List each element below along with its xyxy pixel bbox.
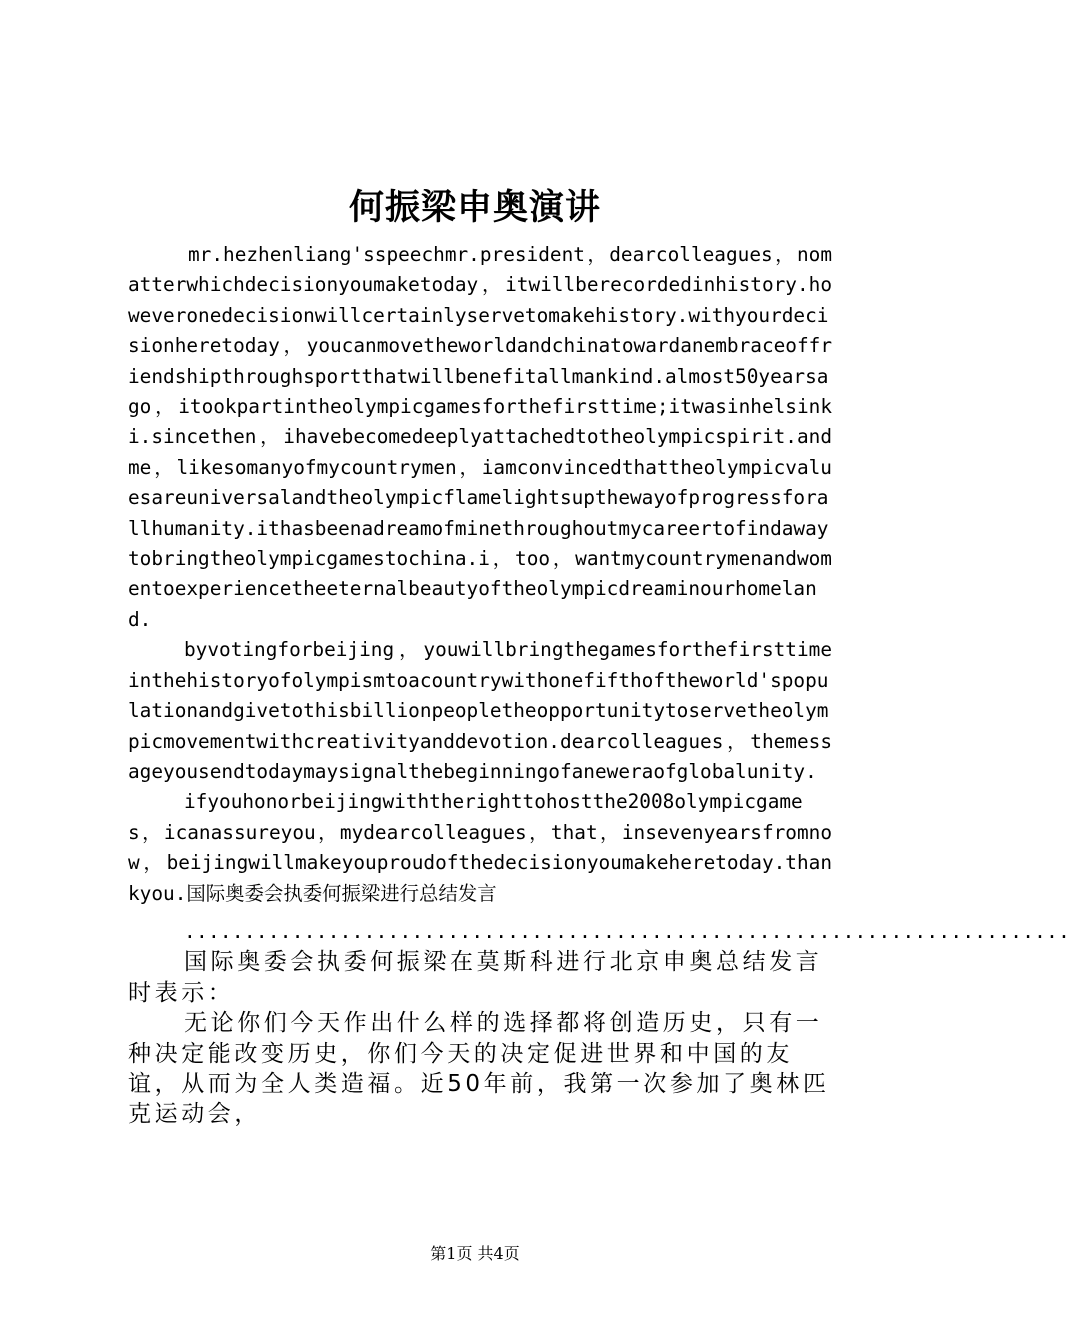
- document-title: 何振梁申奥演讲: [348, 187, 601, 228]
- paragraph-chinese-1: 国际奥委会执委何振梁在莫斯科进行北京申奥总结发言时表示：: [128, 949, 823, 1006]
- paragraph-english-1: mr.hezhenliang'sspeechmr.president，dearcolleagues，nomatterwhichdecisionyoumaketoday，itwillberecordedinhistory.howeveronedecisionwillcertainlyservetomakehistory.withyourdecisionheretoday，youcanmovetheworldandchinatowardanembraceoffriendshipthroughsportthatwillbenefitallmankind.almost50yearsago，itookpartintheolympicgamesforthefirsttime;itwasinhelsinki.sincethen，ihavebecomedeeplyattachedtotheolympicspirit.andme，likesomanyofmycountrymen，iamconvincedthattheolympicvaluesareuniversalandtheolympicflamelightsupthewayofprogressforallhumanity.ithasbeenadreamofminethroughoutmycareertofindawaytobringtheolympicgamestochina.i，too，wantmycountrymenandwomentoexperiencetheeternalbeautyoftheolympicdreaminourhomeland.: [128, 243, 832, 631]
- paragraph-english-2: byvotingforbeijing，youwillbringthegamesforthefirsttimeinthehistoryofolympismtoacountrywithonefifthoftheworld'spopulationandgivetothisbillionpeopletheopportunitytoservetheolympicmovementwithcreativityanddevotion.dearcolleagues，themessageyousendtodaymaysignalthebeginningofaneweraofglobalunity.: [128, 638, 832, 783]
- paragraph-chinese-2: 无论你们今天作出什么样的选择都将创造历史，只有一种决定能改变历史，你们今天的决定促进世界和中国的友谊，从而为全人类造福。近50年前，我第一次参加了奥林匹克运动会，: [128, 1010, 830, 1128]
- page-footer: 第1页 共4页: [430, 1244, 520, 1263]
- paragraph-spacer: [128, 909, 832, 917]
- dotted-separator: ..........................................................................: [184, 919, 1070, 943]
- document-body: [128, 240, 1070, 1130]
- paragraph-english-3: ifyouhonorbeijingwiththerighttohostthe2008olympicgames，icanassureyou，mydearcolleagues，that，insevenyearsfromnow，beijingwillmakeyouproudofthedecisionyoumakeheretoday.thankyou.国际奥委会执委何振梁进行总结发言: [128, 790, 832, 905]
